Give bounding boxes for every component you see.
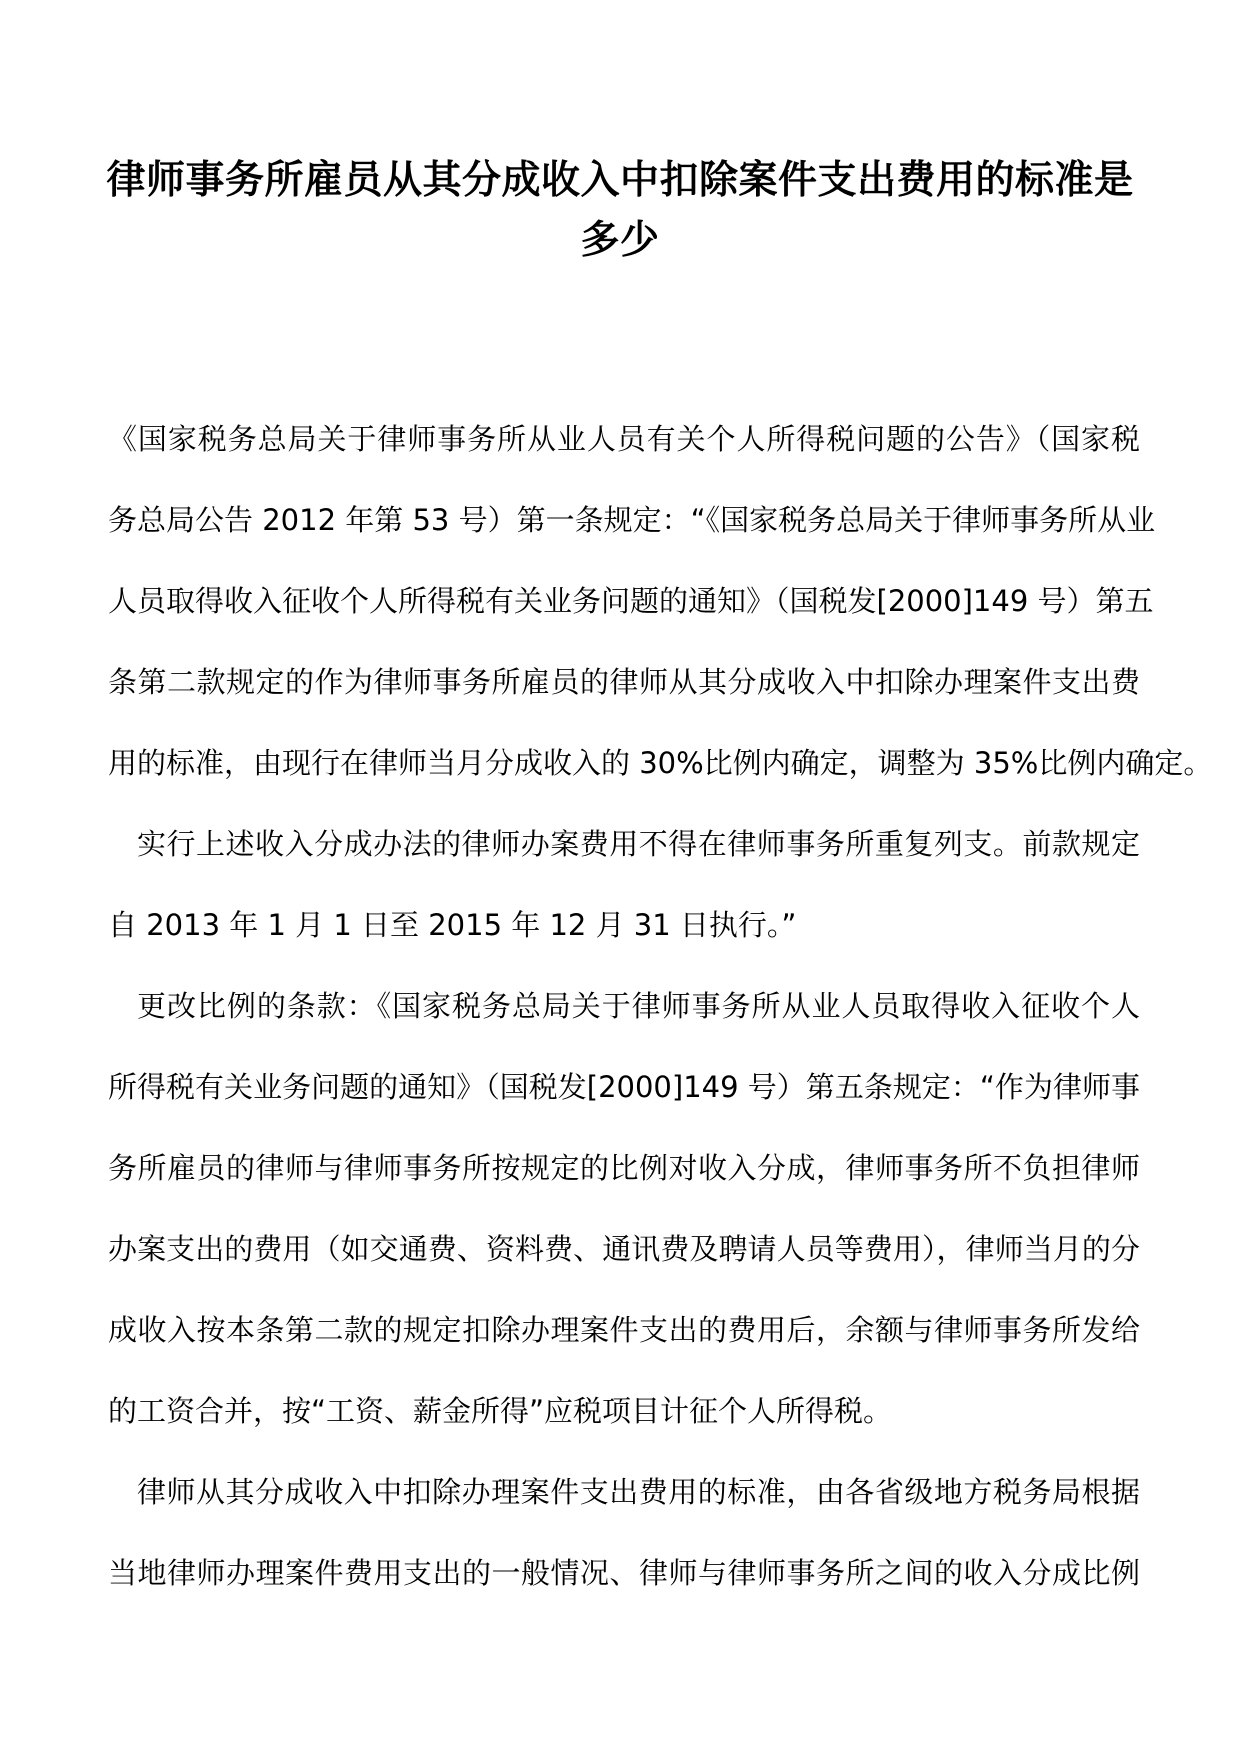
paragraph-4-line-1: 律师从其分成收入中扣除办理案件支出费用的标准，由各省级地方税务局根据 [137, 1475, 1140, 1509]
paragraph-4-line-2: 当地律师办理案件费用支出的一般情况、律师与律师事务所之间的收入分成比例 [108, 1556, 1140, 1590]
document-title: 律师事务所雇员从其分成收入中扣除案件支出费用的标准是多少 [106, 157, 1134, 263]
paragraph-3-line-2: 所得税有关业务问题的通知》（国税发[2000]149 号）第五条规定：“作为律师事 [108, 1070, 1140, 1104]
paragraph-3-line-3: 务所雇员的律师与律师事务所按规定的比例对收入分成，律师事务所不负担律师 [108, 1151, 1140, 1185]
paragraph-3-line-5: 成收入按本条第二款的规定扣除办理案件支出的费用后，余额与律师事务所发给 [108, 1313, 1140, 1347]
paragraph-1-line-4: 条第二款规定的作为律师事务所雇员的律师从其分成收入中扣除办理案件支出费 [108, 665, 1140, 699]
paragraph-1-line-3: 人员取得收入征收个人所得税有关业务问题的通知》（国税发[2000]149 号）第五 [108, 584, 1154, 618]
paragraph-2-line-1: 实行上述收入分成办法的律师办案费用不得在律师事务所重复列支。前款规定 [137, 827, 1140, 861]
paragraph-3-line-4: 办案支出的费用（如交通费、资料费、通讯费及聘请人员等费用），律师当月的分 [108, 1232, 1140, 1266]
paragraph-1-line-2: 务总局公告 2012 年第 53 号）第一条规定：“《国家税务总局关于律师事务所从业 [108, 503, 1156, 537]
paragraph-3-line-1: 更改比例的条款：《国家税务总局关于律师事务所从业人员取得收入征收个人 [137, 989, 1140, 1023]
paragraph-1-line-5: 用的标准，由现行在律师当月分成收入的 30%比例内确定，调整为 35%比例内确定。 [108, 746, 1213, 780]
paragraph-3-line-6: 的工资合并，按“工资、薪金所得”应税项目计征个人所得税。 [108, 1394, 893, 1428]
paragraph-1-line-1: 《国家税务总局关于律师事务所从业人员有关个人所得税问题的公告》（国家税 [108, 422, 1140, 456]
document-body [108, 399, 1213, 1614]
paragraph-2-line-2: 自 2013 年 1 月 1 日至 2015 年 12 月 31 日执行。” [108, 908, 797, 942]
